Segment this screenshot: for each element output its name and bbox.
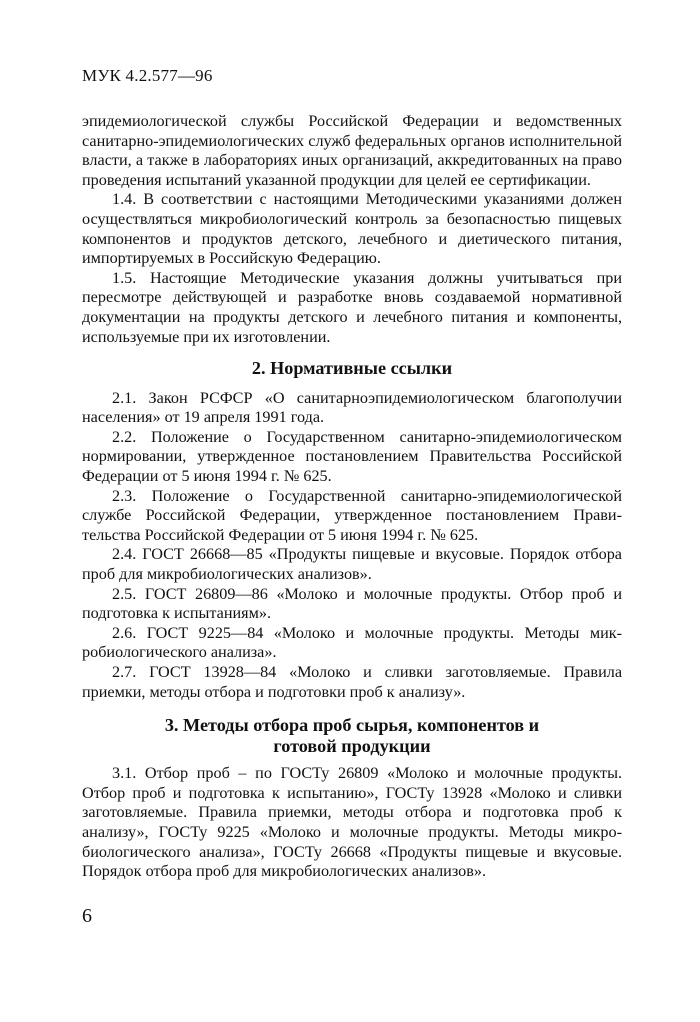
section-3-title-line-1: 3. Методы отбора проб сырья, компонентов и: [164, 715, 540, 736]
section-2-title: 2. Нормативные ссылки: [251, 358, 453, 379]
paragraph-1-continuation: эпидемиологической службы Российской Федерации и ведомственных санитарно-эпидемиологических служб федеральных органов исполнительной власти, а также в лабораториях иных организаций, аккредитованных на право проведения испытаний указанной продукции для целей ее сертификации.: [82, 112, 622, 189]
paragraph-2-4: 2.4. ГОСТ 26668—85 «Продукты пищевые и вкусовые. Порядок отбора проб для микробиологических анализов».: [82, 545, 622, 583]
section-3-title: [82, 715, 622, 756]
paragraph-2-3: 2.3. Положение о Государственной санитарно-эпидемиологической службе Российской Федерации, утвержденное постановлением Правительства Российской Федерации от 5 июня 1994 г. № 625.: [82, 486, 622, 544]
paragraph-2-7: 2.7. ГОСТ 13928—84 «Молоко и сливки заготовляемые. Правила приемки, методы отбора и подготовки проб к анализу».: [82, 662, 622, 701]
page-number: 6: [82, 905, 92, 927]
paragraph-1-4: 1.4. В соответствии с настоящими Методическими указаниями должен осуществляться микробиологический контроль за безопасностью пищевых компонентов и продуктов детского, лечебного и диетического питания, импортируемых в Российскую Федерацию.: [82, 190, 622, 268]
document-page: [82, 66, 622, 882]
paragraph-2-1: 2.1. Закон РСФСР «О санитарноэпидемиологическом благополучии населения» от 19 апреля 1991 года.: [82, 388, 622, 427]
paragraph-2-5: 2.5. ГОСТ 26809—86 «Молоко и молочные продукты. Отбор проб и подготовка к испытаниям».: [82, 584, 622, 623]
paragraph-1-5: 1.5. Настоящие Методические указания должны учитываться при пересмотре действующей и разработке вновь создаваемой нормативной документации на продукты детского и лечебного питания и компоненты, используемые при их изготовлении.: [82, 268, 622, 346]
section-3-title-line-2: готовой продукции: [273, 735, 431, 756]
paragraph-2-6: 2.6. ГОСТ 9225—84 «Молоко и молочные продукты. Методы микробиологического анализа».: [82, 623, 622, 662]
paragraph-3-1: 3.1. Отбор проб – по ГОСТу 26809 «Молоко и молочные продукты. Отбор проб и подготовка к испытанию», ГОСТу 13928 «Молоко и сливки заготовляемые. Правила приемки, методы отбора и подготовка проб к анализу», ГОСТу 9225 «Молоко и молочные продукты. Методы микробиологического анализа», ГОСТу 26668 «Продукты пищевые и вкусовые. Порядок отбора проб для микробиологических анализов».: [82, 764, 622, 881]
paragraph-2-2: 2.2. Положение о Государственном санитарно-эпидемиологическом нормировании, утвержденное постановлением Правительства Российской Федерации от 5 июня 1994 г. № 625.: [82, 427, 622, 485]
document-code: МУК 4.2.577—96: [82, 66, 213, 85]
